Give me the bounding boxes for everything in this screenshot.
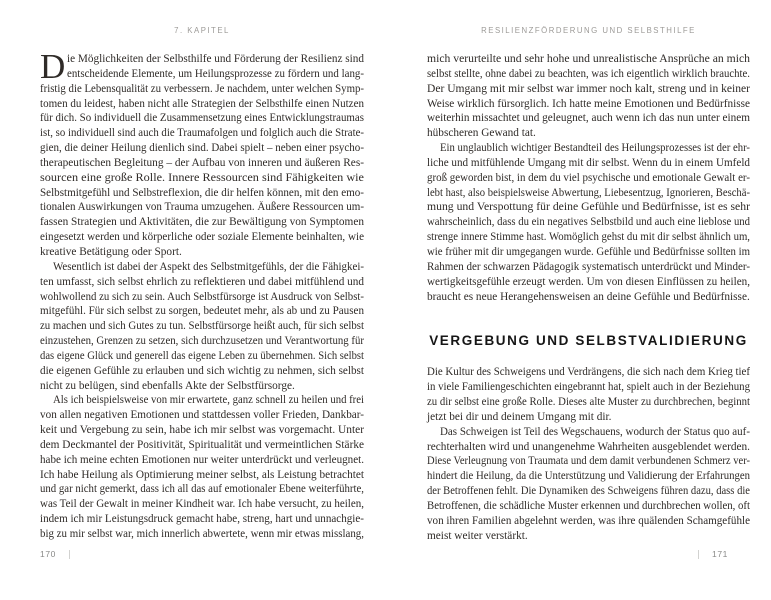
text-line: nicht zu belügen, sind ebenfalls Akte der Selbstfürsorge.: [40, 379, 295, 392]
paragraph: [427, 141, 750, 304]
paragraph: [427, 425, 750, 544]
text-line: wertigkeitsgefühle erzeugt werden. Um von diesen Einflüssen zu heilen,: [427, 275, 750, 288]
text-line: von allen negativen Emotionen und stattdessen voller Frieden, Dankbar-: [40, 409, 364, 422]
text-line: Weise wirklich fürsorglich. Ich hatte meine Emotionen und Bedürfnisse: [427, 97, 750, 110]
text-line: braucht es neue Herangehensweisen an deine Gefühle und Bedürfnisse.: [427, 290, 750, 303]
text-line: wohlwollend zu sich zu sein. Auch Selbstfürsorge ist Ausdruck von Selbst-: [40, 290, 364, 303]
text-line: dem Deckmantel der Positivität, Spiritualität und vermeintlichen Stärke: [40, 438, 365, 451]
text-line: mung und Verspottung für deine Gefühle und Bedürfnisse, ist es sehr: [427, 201, 750, 214]
text-line: eingesetzt werden und körperliche oder soziale Elemente beinhalten, wie: [40, 231, 364, 244]
text-line: fristig die Lebensqualität zu verbessern. Je nachdem, unter welchen Symp-: [40, 82, 364, 95]
running-head-left: 7. KAPITEL: [174, 26, 230, 35]
text-line: und gar nicht gemerkt, dass ich all das auf emotionaler Ebene weiterführte,: [40, 483, 364, 496]
text-line: liche und mitfühlende Umgang mit dir selbst. Wenn du in einem Umfeld: [427, 156, 750, 169]
text-line: jetzt bei dir und deinem Umgang mit dir.: [427, 410, 612, 423]
text-line: wie früher mit dir umgegangen wurde. Gefühle und Bedürfnisse sollten im: [427, 245, 750, 258]
text-line: ten umfasst, sich selbst ehrlich zu reflektieren und dabei mitfühlend und: [40, 275, 364, 288]
text-line: meist weiter verstärkt.: [427, 529, 528, 542]
paragraph: [40, 47, 364, 260]
footer-divider: [698, 550, 699, 559]
text-line: Als ich beispielsweise von mir erwartete, ganz schnell zu heilen und frei: [53, 394, 364, 407]
text-line: wahrscheinlich, dass du ein negatives Selbstbild und auch eine lieblose und: [427, 216, 750, 229]
text-line: entscheidende Elemente, um Heilungsprozesse zu fördern und lang-: [67, 67, 364, 80]
text-line: tionalen Auswirkungen von Trauma umzugehen. Äußere Ressourcen um-: [40, 201, 364, 214]
text-line: gien, die deiner Heilung dienlich sind. Dabei spielt – neben einer psycho-: [40, 142, 364, 155]
page-footer-left: [40, 549, 70, 559]
text-line: keit und Vergebung zu sein, habe ich mir selbst was vorgemacht. Unter: [40, 424, 364, 437]
text-line: die eigenen Gefühle zu erlauben und sich wichtig zu nehmen, sich selbst: [40, 364, 364, 377]
text-line: Selbstmitgefühl und Selbstreflexion, die dir helfen können, mit den emo-: [40, 186, 364, 199]
text-line: hindert die Heilung, da die Unterstützung und Validierung der Erfahrungen: [427, 470, 750, 483]
text-line: was Teil der Gewalt in meiner Kindheit war. Ich habe versucht, zu heilen,: [40, 498, 364, 511]
text-line: der Betroffenen fehlt. Die Dynamiken des Schweigens führen dazu, dass die: [427, 485, 750, 498]
text-line: weiterhin missachtet und geleugnet, auch wenn ich das nun unter einem: [427, 112, 750, 125]
paragraph: [427, 52, 750, 141]
right-page-text: [427, 52, 750, 543]
text-line: Der Umgang mit mir selbst war immer noch kalt, streng und in keiner: [427, 82, 750, 95]
text-line: einzustehen, Grenzen zu setzen, sich durchzusetzen und Verantwortung für: [40, 335, 364, 348]
text-line: Ich habe Heilung als Optimierung meiner selbst, als Leistung betrachtet: [40, 468, 364, 481]
text-line: indem ich mir Leistungsdruck gemacht habe, streng, hart und unnachgie-: [40, 513, 364, 526]
text-line: lebt hast, also beispielsweise Abwertung, Liebesentzug, Ignorieren, Beschä-: [427, 186, 750, 199]
page-number-right: 171: [712, 549, 728, 559]
text-line: Das Schweigen ist Teil des Wegschauens, wodurch der Status quo auf-: [440, 425, 750, 438]
page-footer-right: [698, 549, 728, 559]
text-line: fassen Strategien und Aktivitäten, die zur Bewältigung von Symptomen: [40, 216, 364, 229]
text-line: ist, so individuell sind auch die Traumafolgen und folglich auch die Strate-: [40, 127, 364, 140]
text-line: hübscheren Gewand tat.: [427, 127, 536, 140]
running-head-right: RESILIENZFÖRDERUNG UND SELBSTHILFE: [481, 26, 696, 35]
text-line: tomen du leidest, haben nicht alle Strategien der Selbsthilfe einen Nutzen: [40, 97, 364, 110]
text-line: rechterhalten wird und unangenehme Wahrheiten ausgeblendet werden.: [427, 440, 750, 453]
text-line: therapeutischen Begleitung – der Aufbau von inneren und äußeren Res-: [40, 156, 364, 169]
drop-cap: D: [40, 47, 66, 86]
text-line: Ein unglaublich wichtiger Bestandteil des Heilungsprozesses ist der ehr-: [440, 142, 750, 155]
text-line: habe ich meine echten Emotionen nur weiter unterdrückt und verleugnet.: [40, 453, 364, 466]
text-line: kreative Betätigung oder Sport.: [40, 245, 182, 258]
text-line: big zu mir selbst war, mich innerlich abwertete, wenn mir etwas misslang,: [40, 528, 364, 540]
footer-divider: [69, 550, 70, 559]
text-line: mitgefühl. Für sich selbst zu sorgen, bedeutet mehr, als ab und zu Pausen: [40, 305, 364, 318]
text-line: das eigene Glück und generell das eigene Leben zu übernehmen. Sich selbst: [40, 349, 364, 362]
page-number-left: 170: [40, 549, 56, 559]
text-line: strenge innere Stimme hast. Womöglich gehst du mit dir selbst ähnlich um,: [427, 231, 750, 244]
text-line: Betroffenen, die schädliche Muster erkennen und durchbrechen wollen, oft: [427, 499, 750, 512]
text-line: ie Möglichkeiten der Selbsthilfe und Förderung der Resilienz sind: [67, 53, 364, 65]
paragraph: [40, 393, 364, 541]
text-line: Die Kultur des Schweigens und Verdrängens, die sich nach dem Krieg tief: [427, 366, 750, 379]
text-line: zu machen und sich Gutes zu tun. Selbstfürsorge heißt auch, für sich selbst: [40, 320, 364, 333]
text-line: von ihren Familien abgelehnt werden, was ihre quälenden Schamgefühle: [427, 514, 750, 527]
text-line: sourcen eine große Rolle. Innere Ressourcen sind Fähigkeiten wie: [40, 171, 364, 184]
text-line: groß geworden bist, in dem du viel psychische und emotionale Gewalt er-: [427, 171, 750, 184]
paragraph: [40, 260, 364, 394]
left-page-text: [40, 47, 365, 542]
text-line: selbst stellte, ohne dabei zu beachten, was ich eigentlich wirklich brauchte.: [427, 67, 750, 80]
text-line: mich verurteilte und sehr hohe und unrealistische Ansprüche an mich: [427, 53, 750, 65]
text-line: Wesentlich ist dabei der Aspekt des Selbstmitgefühls, der die Fähigkei-: [53, 260, 364, 273]
text-line: zu dir selbst eine große Rolle. Dieses alte Muster zu durchbrechen, beginnt: [427, 396, 750, 409]
paragraph: [427, 365, 750, 424]
text-line: für dich. So individuell die Zusammensetzung eines Entwicklungstraumas: [40, 112, 364, 125]
section-heading: VERGEBUNG UND SELBSTVALIDIERUNG: [429, 333, 748, 349]
text-line: Diese Verleugnung von Traumata und dem damit verbundenen Schmerz ver-: [427, 455, 750, 468]
text-line: Rahmen der schwarzen Pädagogik systematisch unterdrückt und Minder-: [427, 260, 750, 273]
text-line: in viele Familiengeschichten eingebrannt hat, spielt auch in der Beziehung: [427, 381, 750, 394]
